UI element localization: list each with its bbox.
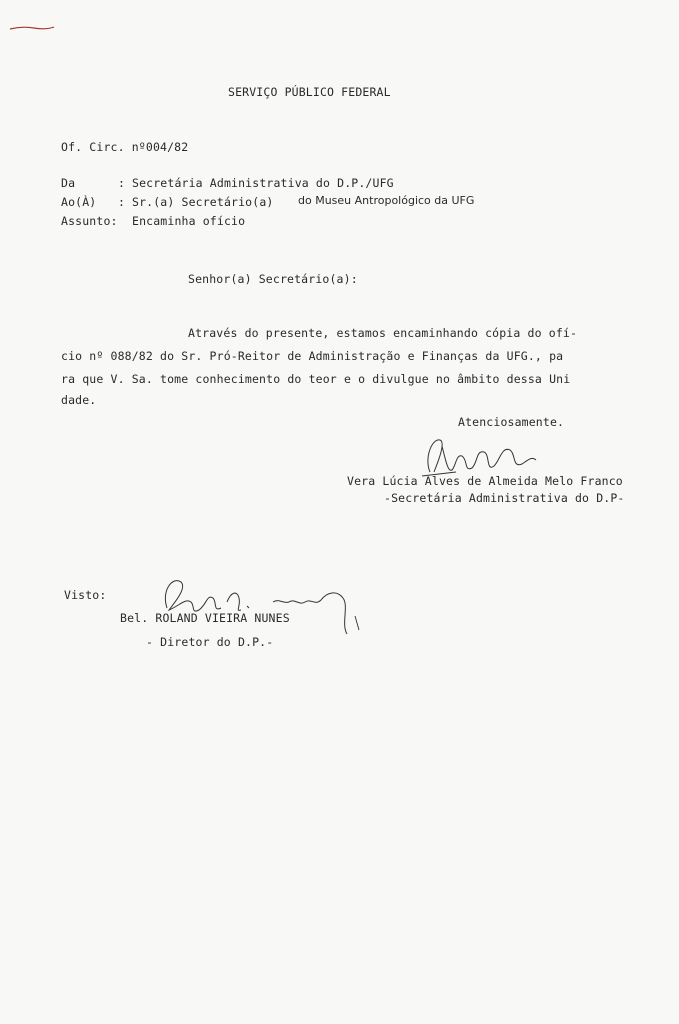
to-value: Sr.(a) Secretário(a) (132, 195, 274, 209)
approval-label: Visto: (64, 588, 107, 602)
to-label: Ao(À) (61, 195, 97, 209)
subject-label: Assunto: (61, 214, 118, 228)
approver-name: Bel. ROLAND VIEIRA NUNES (120, 611, 290, 625)
signature-secretary (412, 432, 542, 480)
signer-name: Vera Lúcia Alves de Almeida Melo Franco (347, 474, 623, 488)
body-line: ra que V. Sa. tome conhecimento do teor e o divulgue no âmbito dessa Uni (61, 372, 571, 386)
from-value: Secretária Administrativa do D.P./UFG (132, 176, 394, 190)
subject-value: Encaminha ofício (132, 214, 246, 228)
closing: Atenciosamente. (458, 415, 565, 429)
signer-role: -Secretária Administrativa do D.P- (384, 491, 625, 505)
salutation: Senhor(a) Secretário(a): (188, 272, 358, 286)
from-separator: : (118, 176, 126, 190)
page-title: SERVIÇO PÚBLICO FEDERAL (228, 85, 391, 99)
body-line: cio nº 088/82 do Sr. Pró-Reitor de Administração e Finanças da UFG., pa (61, 349, 564, 363)
ink-mark (8, 22, 58, 34)
body-line: dade. (61, 393, 97, 407)
reference-number: Of. Circ. nº004/82 (61, 140, 189, 154)
from-label: Da (61, 176, 76, 190)
to-separator: : (118, 195, 126, 209)
body-line: Através do presente, estamos encaminhando cópia do ofí- (188, 326, 578, 340)
signature-director (155, 572, 370, 642)
approver-role: - Diretor do D.P.- (146, 635, 274, 649)
to-value-stamped: do Museu Antropológico da UFG (298, 194, 475, 207)
